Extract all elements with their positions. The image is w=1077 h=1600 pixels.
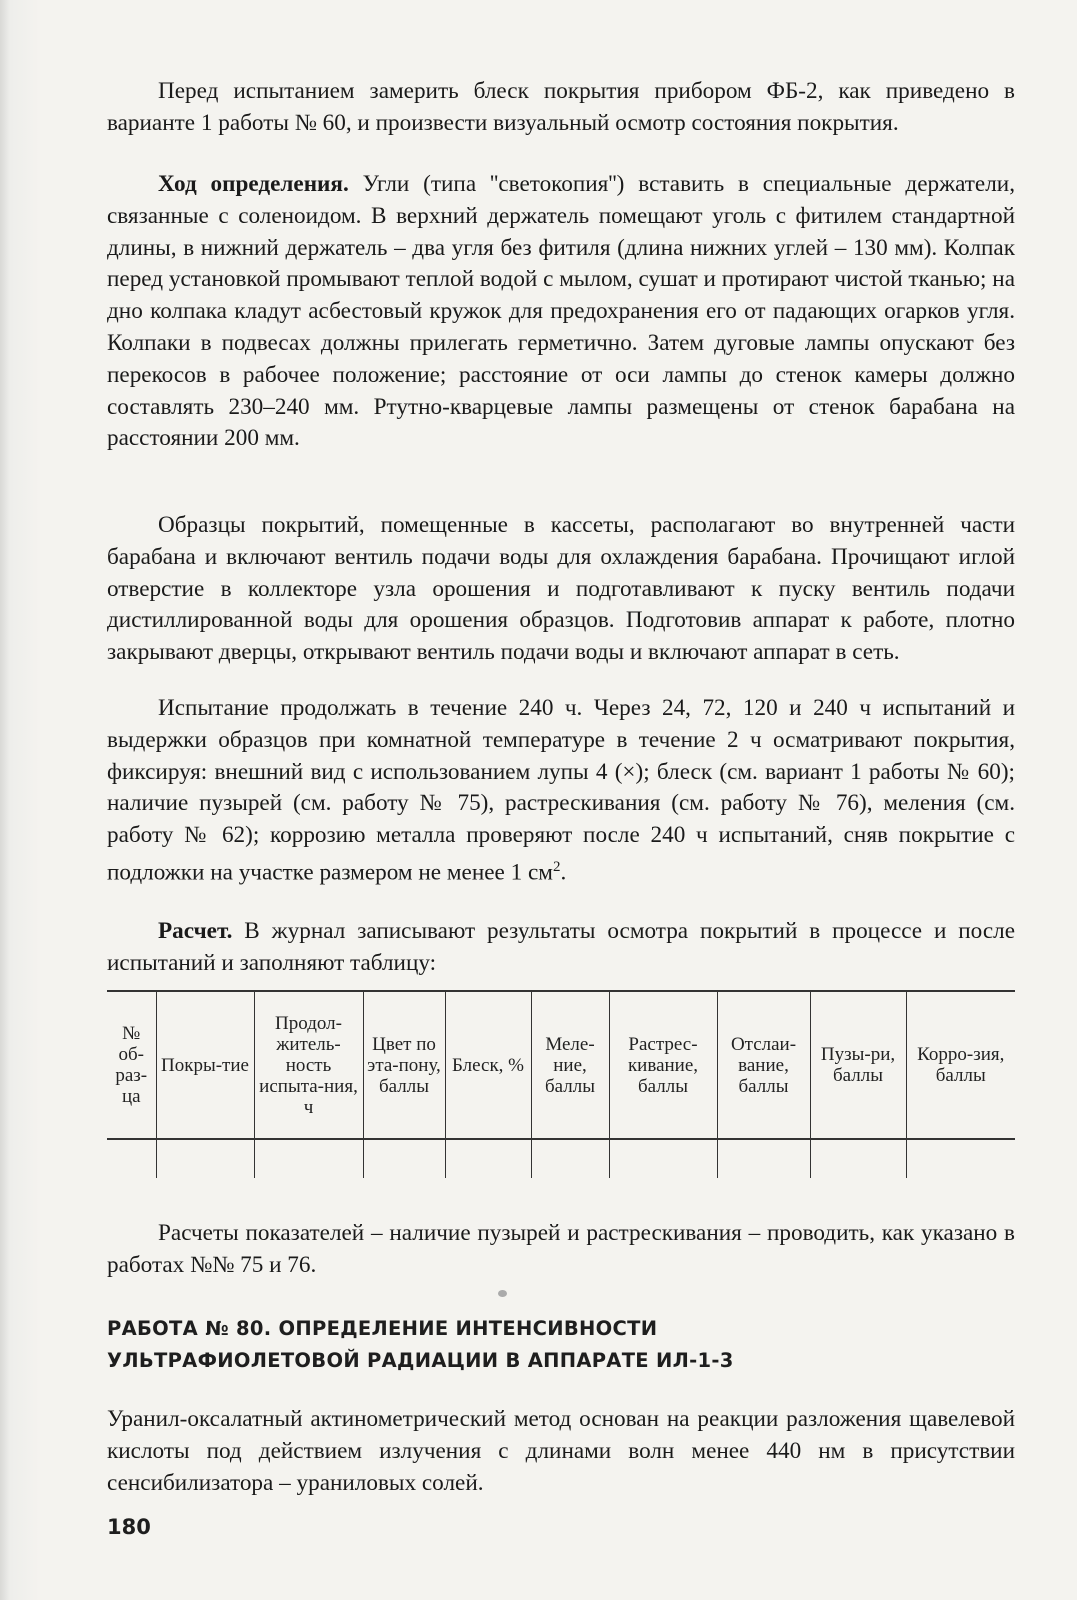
paragraph-4-end: . bbox=[560, 859, 567, 886]
paragraph-5 bbox=[107, 916, 1015, 980]
col-blisters: Пузы-ри, баллы bbox=[810, 991, 906, 1139]
table-row bbox=[107, 1139, 1015, 1178]
table-header-row bbox=[107, 991, 1015, 1139]
page-number: 180 bbox=[107, 1515, 151, 1539]
col-coating: Покры-тие bbox=[156, 991, 254, 1139]
results-table bbox=[107, 990, 1015, 1178]
paragraph-2-text: Угли (типа ''светокопия'') вставить в специальные держатели, связанные с соленоидом. В верхний держатель помещают уголь с фитилем стандартной длины, в нижний держатель – два угля без фитиля (длина нижних углей – 130 мм). Колпак перед установкой промывают теплой водой с мылом, сушат и протирают чистой тканью; на дно колпака кладут асбестовый кружок для предохранения его от падающих огарков угля. Колпаки в подвесах должны прилегать герметично. Затем дуговые лампы опускают без перекосов в рабочее положение; расстояние от оси лампы до стенок камеры должно составлять 230–240 мм. Ртутно-кварцевые лампы размещены от стенок барабана на расстоянии 200 мм. bbox=[107, 171, 1015, 452]
paragraph-2 bbox=[107, 169, 1015, 455]
section-heading-line-2: УЛЬТРАФИОЛЕТОВОЙ РАДИАЦИИ В АППАРАТЕ ИЛ-1-3 bbox=[107, 1349, 734, 1372]
paragraph-5-lead: Расчет. bbox=[158, 918, 233, 944]
col-cracking: Растрес-кивание, баллы bbox=[609, 991, 717, 1139]
scan-mark-dot bbox=[498, 1290, 507, 1297]
paragraph-1 bbox=[107, 76, 1015, 140]
paragraph-3 bbox=[107, 510, 1015, 669]
col-sample-number: № об-раз-ца bbox=[107, 991, 156, 1139]
paragraph-1-text: Перед испытанием замерить блеск покрытия прибором ФБ-2, как приведено в варианте 1 работы № 60, и произвести визуальный осмотр состояния покрытия. bbox=[107, 78, 1015, 136]
paragraph-5-text: В журнал записывают результаты осмотра покрытий в процессе и после испытаний и заполняют таблицу: bbox=[107, 918, 1015, 976]
col-color: Цвет по эта-пону, баллы bbox=[363, 991, 445, 1139]
paragraph-7-text: Уранил-оксалатный актинометрический метод основан на реакции разложения щавелевой кислоты под действием излучения с длинами волн менее 440 нм в присутствии сенсибилизатора – ураниловых солей. bbox=[107, 1406, 1015, 1496]
paragraph-2-lead: Ход определения. bbox=[158, 171, 349, 197]
col-peeling: Отслаи-вание, баллы bbox=[717, 991, 810, 1139]
section-heading bbox=[107, 1313, 734, 1377]
paragraph-7 bbox=[107, 1404, 1015, 1499]
paragraph-6 bbox=[107, 1218, 1015, 1282]
col-corrosion: Корро-зия, баллы bbox=[906, 991, 1015, 1139]
paragraph-3-text: Образцы покрытий, помещенные в кассеты, располагают во внутренней части барабана и включают вентиль подачи воды для охлаждения барабана. Прочищают иглой отверстие в коллекторе узла орошения и подготавливают к пуску вентиль подачи дистиллированной воды для орошения образцов. Подготовив аппарат к работе, плотно закрывают дверцы, открывают вентиль подачи воды и включают аппарат в сеть. bbox=[107, 512, 1015, 666]
paragraph-4 bbox=[107, 693, 1015, 890]
col-duration: Продол-житель-ность испыта-ния, ч bbox=[254, 991, 363, 1139]
col-gloss: Блеск, % bbox=[445, 991, 531, 1139]
col-chalking: Меле-ние, баллы bbox=[531, 991, 609, 1139]
paragraph-4-superscript: 2 bbox=[552, 858, 561, 875]
paragraph-4-text: Испытание продолжать в течение 240 ч. Через 24, 72, 120 и 240 ч испытаний и выдержки образцов при комнатной температуре в течение 2 ч осматривают покрытия, фиксируя: внешний вид с использованием лупы 4 (×); блеск (см. вариант 1 работы № 60); наличие пузырей (см. работу № 75), растрескивания (см. работу № 76), меления (см. работу № 62); коррозию металла проверяют после 240 ч испытаний, сняв покрытие с подложки на участке размером не менее 1 см bbox=[107, 695, 1015, 886]
paragraph-6-text: Расчеты показателей – наличие пузырей и растрескивания – проводить, как указано в работах №№ 75 и 76. bbox=[107, 1220, 1015, 1278]
section-heading-line-1: РАБОТА № 80. ОПРЕДЕЛЕНИЕ ИНТЕНСИВНОСТИ bbox=[107, 1317, 658, 1340]
